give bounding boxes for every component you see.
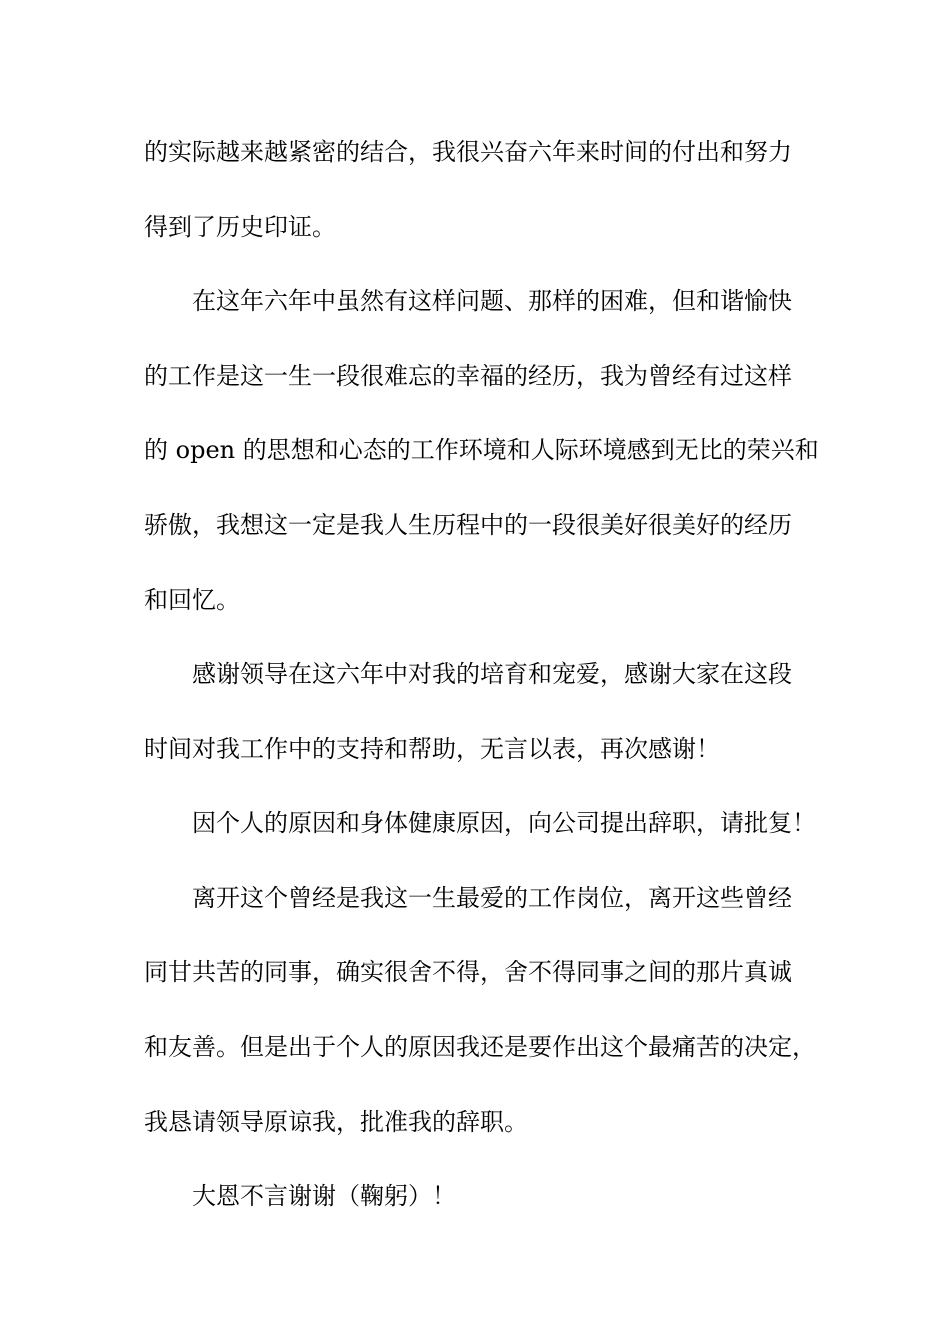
text-line: 离开这个曾经是我这一生最爱的工作岗位，离开这些曾经 <box>192 884 792 912</box>
text-line: 时间对我工作中的支持和帮助，无言以表，再次感谢！ <box>144 735 720 763</box>
text-line: 骄傲，我想这一定是我人生历程中的一段很美好很美好的经历 <box>144 511 792 539</box>
text-line: 感谢领导在这六年中对我的培育和宠爱，感谢大家在这段 <box>192 660 792 688</box>
text-line: 的实际越来越紧密的结合，我很兴奋六年来时间的付出和努力 <box>144 138 792 166</box>
text-line: 和友善。但是出于个人的原因我还是要作出这个最痛苦的决定， <box>144 1033 816 1061</box>
text-line: 的工作是这一生一段很难忘的幸福的经历，我为曾经有过这样 <box>144 362 792 390</box>
text-line: 大恩不言谢谢（鞠躬）！ <box>192 1182 456 1210</box>
text-line: 在这年六年中虽然有这样问题、那样的困难，但和谐愉快 <box>192 287 792 315</box>
text-line: 和回忆。 <box>144 586 240 614</box>
text-line: 我恳请领导原谅我，批准我的辞职。 <box>144 1108 528 1136</box>
text-line: 同甘共苦的同事，确实很舍不得，舍不得同事之间的那片真诚 <box>144 958 792 986</box>
text-line: 因个人的原因和身体健康原因，向公司提出辞职，请批复！ <box>192 809 816 837</box>
text-line: 得到了历史印证。 <box>144 213 336 241</box>
text-line: 的 open 的思想和心态的工作环境和人际环境感到无比的荣兴和 <box>144 436 819 464</box>
